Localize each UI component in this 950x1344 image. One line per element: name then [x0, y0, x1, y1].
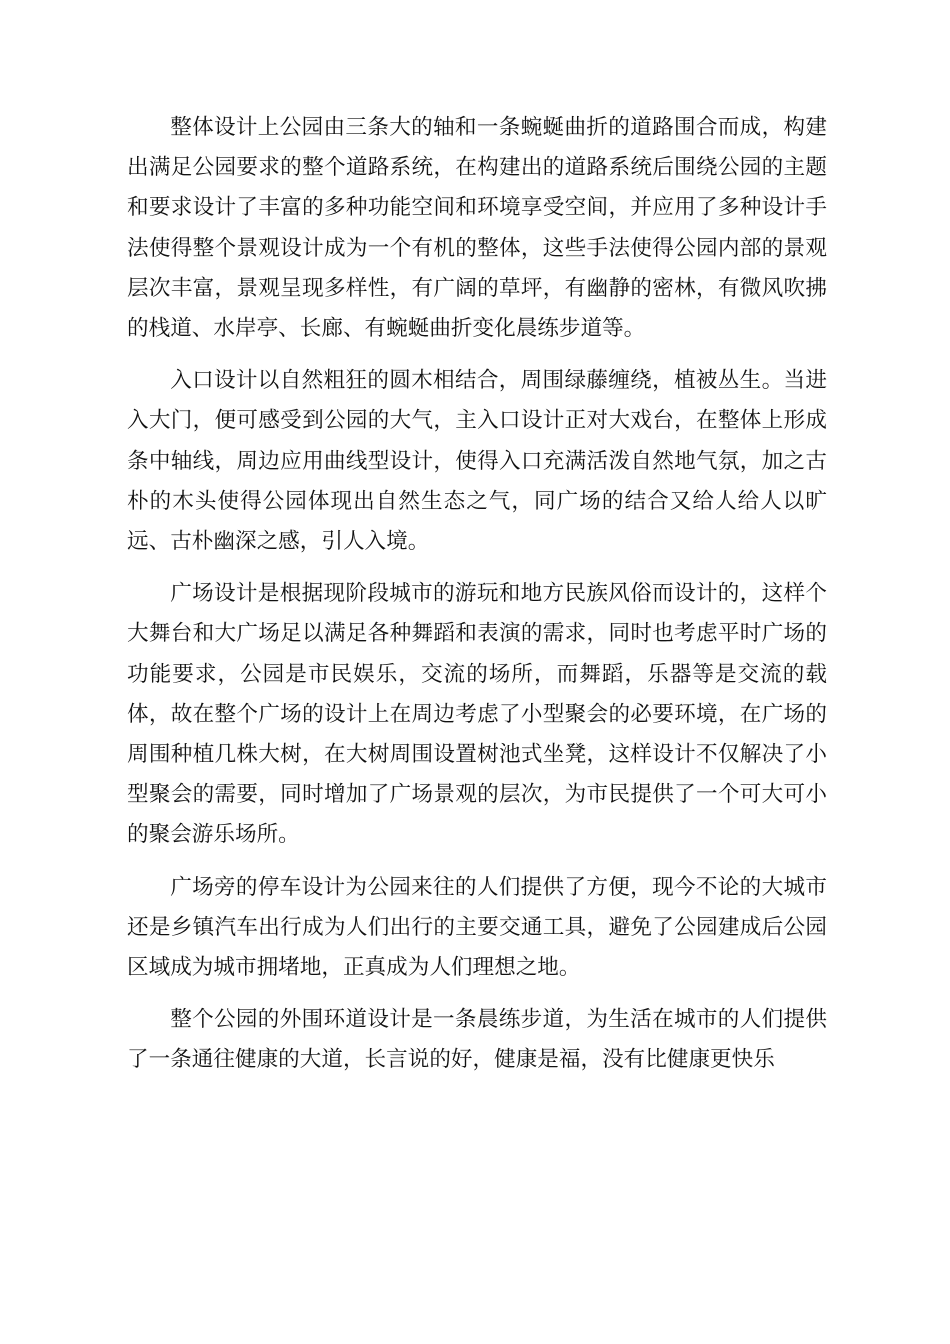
paragraph-plaza-design: 广场设计是根据现阶段城市的游玩和地方民族风俗而设计的，这样个大舞台和大广场足以满足各种舞蹈和表演的需求，同时也考虑平时广场的功能要求，公园是市民娱乐，交流的场所，而舞蹈，乐器等是交流的载体，故在整个广场的设计上在周边考虑了小型聚会的必要环境，在广场的周围种植几株大树，在大树周围设置树池式坐凳，这样设计不仅解决了小型聚会的需要，同时增加了广场景观的层次，为市民提供了一个可大可小的聚会游乐场所。: [127, 581, 827, 848]
paragraph-parking-design: 广场旁的停车设计为公园来往的人们提供了方便，现今不论的大城市还是乡镇汽车出行成为人们出行的主要交通工具，避免了公园建成后公园区域成为城市拥堵地，正真成为人们理想之地。: [127, 874, 827, 981]
document-body: [127, 108, 827, 1081]
paragraph-running-trail-design: 整个公园的外围环道设计是一条晨练步道，为生活在城市的人们提供了一条通往健康的大道，长言说的好，健康是福，没有比健康更快乐: [127, 1007, 827, 1073]
paragraph-entrance-design: 入口设计以自然粗狂的圆木相结合，周围绿藤缠绕，植被丛生。当进入大门，便可感受到公园的大气，主入口设计正对大戏台，在整体上形成条中轴线，周边应用曲线型设计，使得入口充满活泼自然地气氛，加之古朴的木头使得公园体现出自然生态之气，同广场的结合又给人给人以旷远、古朴幽深之感，引人入境。: [127, 368, 827, 555]
paragraph-park-overall-design: 整体设计上公园由三条大的轴和一条蜿蜒曲折的道路围合而成，构建出满足公园要求的整个道路系统，在构建出的道路系统后围绕公园的主题和要求设计了丰富的多种功能空间和环境享受空间，并应用了多种设计手法使得整个景观设计成为一个有机的整体，这些手法使得公园内部的景观层次丰富，景观呈现多样性，有广阔的草坪，有幽静的密林，有微风吹拂的栈道、水岸亭、长廊、有蜿蜒曲折变化晨练步道等。: [127, 115, 827, 342]
